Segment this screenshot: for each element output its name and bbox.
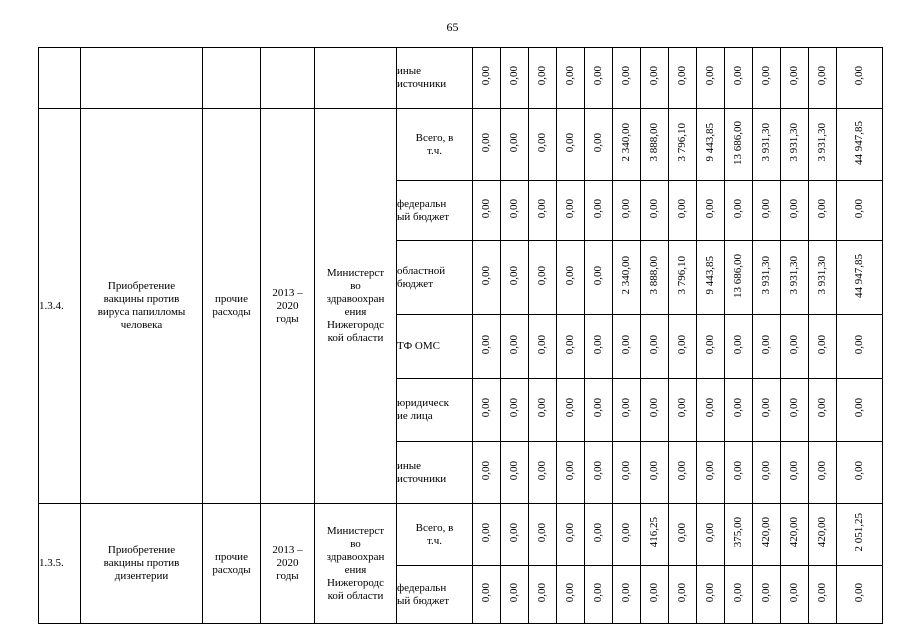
value-cell bbox=[669, 442, 697, 504]
page-number: 65 bbox=[446, 20, 459, 34]
value-text: 0,00 bbox=[592, 265, 604, 286]
value-text: 0,00 bbox=[508, 398, 520, 418]
value-text: 0,00 bbox=[508, 66, 520, 86]
value-text: 0,00 bbox=[480, 522, 492, 543]
value-cell bbox=[613, 109, 641, 181]
value-cell bbox=[809, 241, 837, 315]
value-cell bbox=[753, 109, 781, 181]
value-cell bbox=[697, 442, 725, 504]
value-cell bbox=[753, 442, 781, 504]
executor: Министерст во здравоохран ения Нижегородс кой области bbox=[315, 504, 397, 624]
empty-cell bbox=[203, 48, 261, 109]
period: 2013 – 2020 годы bbox=[261, 504, 315, 624]
value-text: 0,00 bbox=[760, 198, 772, 219]
value-cell bbox=[753, 241, 781, 315]
value-text: 0,00 bbox=[564, 522, 576, 543]
value-text: 0,00 bbox=[592, 460, 604, 481]
value-cell bbox=[669, 241, 697, 315]
value-text: 3 931,30 bbox=[788, 256, 800, 295]
value-cell bbox=[781, 48, 809, 109]
value-cell bbox=[809, 48, 837, 109]
value-text: 0,00 bbox=[480, 198, 492, 219]
value-cell bbox=[613, 504, 641, 566]
value-cell bbox=[473, 379, 501, 442]
value-text: 9 443,85 bbox=[704, 123, 716, 162]
value-text: 0,00 bbox=[536, 582, 548, 603]
value-cell bbox=[753, 566, 781, 624]
value-text: 0,00 bbox=[480, 66, 492, 86]
value-cell bbox=[501, 379, 529, 442]
value-text: 0,00 bbox=[508, 334, 520, 355]
value-text: 0,00 bbox=[508, 460, 520, 481]
value-cell bbox=[501, 181, 529, 241]
value-cell bbox=[809, 181, 837, 241]
value-cell bbox=[753, 181, 781, 241]
value-text: 0,00 bbox=[853, 398, 865, 418]
value-cell bbox=[585, 109, 613, 181]
value-text: 0,00 bbox=[564, 334, 576, 355]
value-text: 0,00 bbox=[536, 522, 548, 543]
empty-cell bbox=[39, 48, 81, 109]
funding-source-cell: юридическ ие лица bbox=[397, 379, 473, 442]
value-cell bbox=[641, 504, 669, 566]
value-text: 3 931,30 bbox=[816, 123, 828, 162]
value-text: 0,00 bbox=[788, 460, 800, 481]
table-row bbox=[39, 48, 883, 109]
value-text: 0,00 bbox=[676, 522, 688, 543]
value-cell bbox=[641, 241, 669, 315]
value-text: 0,00 bbox=[704, 582, 716, 603]
value-text: 0,00 bbox=[732, 398, 744, 418]
value-cell bbox=[557, 442, 585, 504]
value-text: 0,00 bbox=[564, 198, 576, 219]
value-text: 420,00 bbox=[760, 517, 772, 548]
value-cell bbox=[725, 315, 753, 379]
funding-source-cell: федеральн ый бюджет bbox=[397, 566, 473, 624]
item-number: 1.3.5. bbox=[39, 504, 81, 624]
value-text: 0,00 bbox=[480, 582, 492, 603]
expense-type: прочие расходы bbox=[203, 109, 261, 504]
value-text: 0,00 bbox=[480, 460, 492, 481]
value-cell bbox=[529, 504, 557, 566]
value-cell bbox=[613, 48, 641, 109]
value-text: 0,00 bbox=[676, 66, 688, 86]
value-text: 44 947,85 bbox=[853, 120, 865, 165]
value-text: 0,00 bbox=[564, 582, 576, 603]
value-cell bbox=[809, 109, 837, 181]
value-text: 44 947,85 bbox=[853, 253, 865, 298]
table-row bbox=[39, 504, 883, 566]
item-name: Приобретение вакцины против вируса папилломы человека bbox=[81, 109, 203, 504]
value-cell bbox=[641, 315, 669, 379]
value-text: 0,00 bbox=[536, 132, 548, 153]
value-text: 0,00 bbox=[760, 582, 772, 603]
value-text: 0,00 bbox=[676, 334, 688, 355]
value-text: 0,00 bbox=[592, 66, 604, 86]
value-text: 0,00 bbox=[620, 460, 632, 481]
value-cell bbox=[725, 109, 753, 181]
value-text: 0,00 bbox=[788, 582, 800, 603]
value-cell bbox=[613, 379, 641, 442]
value-text: 0,00 bbox=[732, 66, 744, 86]
value-cell bbox=[501, 48, 529, 109]
value-cell bbox=[697, 181, 725, 241]
value-text: 13 686,00 bbox=[732, 253, 744, 298]
value-cell bbox=[725, 566, 753, 624]
value-cell bbox=[613, 241, 641, 315]
empty-cell bbox=[81, 48, 203, 109]
value-text: 0,00 bbox=[480, 334, 492, 355]
value-text: 0,00 bbox=[508, 522, 520, 543]
funding-source-cell: областной бюджет bbox=[397, 241, 473, 315]
value-text: 0,00 bbox=[788, 66, 800, 86]
value-text: 0,00 bbox=[648, 334, 660, 355]
value-cell bbox=[669, 48, 697, 109]
value-text: 3 796,10 bbox=[676, 123, 688, 162]
value-text: 0,00 bbox=[536, 460, 548, 481]
value-text: 0,00 bbox=[853, 198, 865, 219]
value-text: 3 931,30 bbox=[816, 256, 828, 295]
value-cell bbox=[613, 315, 641, 379]
value-text: 0,00 bbox=[508, 198, 520, 219]
value-text: 0,00 bbox=[564, 66, 576, 86]
value-text: 0,00 bbox=[704, 66, 716, 86]
value-cell bbox=[809, 566, 837, 624]
value-text: 0,00 bbox=[648, 66, 660, 86]
value-cell bbox=[781, 504, 809, 566]
value-text: 0,00 bbox=[508, 132, 520, 153]
value-cell bbox=[753, 379, 781, 442]
value-cell bbox=[781, 241, 809, 315]
value-cell bbox=[501, 109, 529, 181]
item-number: 1.3.4. bbox=[39, 109, 81, 504]
value-cell bbox=[837, 566, 883, 624]
value-cell bbox=[809, 504, 837, 566]
value-cell bbox=[837, 48, 883, 109]
value-text: 0,00 bbox=[704, 398, 716, 418]
value-cell bbox=[697, 241, 725, 315]
value-text: 9 443,85 bbox=[704, 256, 716, 295]
value-text: 0,00 bbox=[620, 522, 632, 543]
value-cell bbox=[529, 181, 557, 241]
value-cell bbox=[557, 315, 585, 379]
value-text: 0,00 bbox=[816, 398, 828, 418]
value-text: 0,00 bbox=[536, 398, 548, 418]
funding-source-cell: Всего, в т.ч. bbox=[397, 504, 473, 566]
value-text: 0,00 bbox=[564, 132, 576, 153]
value-cell bbox=[753, 504, 781, 566]
table-row bbox=[39, 109, 883, 181]
value-text: 0,00 bbox=[732, 582, 744, 603]
value-cell bbox=[529, 379, 557, 442]
value-cell bbox=[613, 442, 641, 504]
value-cell bbox=[725, 504, 753, 566]
value-cell bbox=[613, 566, 641, 624]
empty-cell bbox=[315, 48, 397, 109]
value-cell bbox=[585, 315, 613, 379]
value-cell bbox=[557, 504, 585, 566]
value-cell bbox=[781, 181, 809, 241]
funding-source-cell: ТФ ОМС bbox=[397, 315, 473, 379]
value-cell bbox=[837, 379, 883, 442]
value-text: 0,00 bbox=[620, 582, 632, 603]
value-cell bbox=[473, 315, 501, 379]
value-text: 0,00 bbox=[676, 582, 688, 603]
value-cell bbox=[585, 566, 613, 624]
value-cell bbox=[837, 241, 883, 315]
value-text: 0,00 bbox=[853, 334, 865, 355]
value-cell bbox=[697, 315, 725, 379]
value-cell bbox=[473, 504, 501, 566]
funding-source-cell: иные источники bbox=[397, 442, 473, 504]
value-text: 0,00 bbox=[760, 334, 772, 355]
funding-source-cell: иные источники bbox=[397, 48, 473, 109]
value-text: 0,00 bbox=[536, 334, 548, 355]
executor: Министерст во здравоохран ения Нижегородс кой области bbox=[315, 109, 397, 504]
value-cell bbox=[753, 48, 781, 109]
value-text: 0,00 bbox=[853, 582, 865, 603]
value-cell bbox=[557, 48, 585, 109]
value-cell bbox=[557, 109, 585, 181]
value-text: 0,00 bbox=[816, 198, 828, 219]
value-text: 0,00 bbox=[536, 66, 548, 86]
value-text: 0,00 bbox=[676, 398, 688, 418]
value-cell bbox=[529, 48, 557, 109]
value-text: 420,00 bbox=[788, 517, 800, 548]
value-text: 0,00 bbox=[732, 460, 744, 481]
value-cell bbox=[697, 379, 725, 442]
value-text: 0,00 bbox=[704, 334, 716, 355]
value-cell bbox=[781, 379, 809, 442]
value-cell bbox=[501, 241, 529, 315]
value-text: 0,00 bbox=[536, 198, 548, 219]
funding-source-cell: Всего, в т.ч. bbox=[397, 109, 473, 181]
value-cell bbox=[585, 379, 613, 442]
value-text: 0,00 bbox=[648, 460, 660, 481]
value-text: 0,00 bbox=[760, 66, 772, 86]
value-cell bbox=[837, 181, 883, 241]
value-text: 3 888,00 bbox=[648, 123, 660, 162]
value-cell bbox=[641, 566, 669, 624]
value-cell bbox=[697, 504, 725, 566]
value-cell bbox=[837, 315, 883, 379]
value-text: 0,00 bbox=[620, 334, 632, 355]
value-text: 0,00 bbox=[592, 132, 604, 153]
value-cell bbox=[473, 109, 501, 181]
value-text: 0,00 bbox=[788, 334, 800, 355]
value-text: 0,00 bbox=[480, 132, 492, 153]
value-text: 375,00 bbox=[732, 517, 744, 548]
value-text: 0,00 bbox=[480, 398, 492, 418]
period: 2013 – 2020 годы bbox=[261, 109, 315, 504]
value-text: 2 051,25 bbox=[853, 513, 865, 552]
value-cell bbox=[473, 48, 501, 109]
value-cell bbox=[725, 442, 753, 504]
expense-type: прочие расходы bbox=[203, 504, 261, 624]
value-cell bbox=[529, 442, 557, 504]
value-text: 0,00 bbox=[676, 460, 688, 481]
value-cell bbox=[697, 109, 725, 181]
value-text: 0,00 bbox=[508, 582, 520, 603]
value-cell bbox=[837, 442, 883, 504]
value-text: 0,00 bbox=[536, 265, 548, 286]
value-text: 0,00 bbox=[592, 198, 604, 219]
value-cell bbox=[501, 566, 529, 624]
value-cell bbox=[669, 315, 697, 379]
value-text: 3 931,30 bbox=[760, 123, 772, 162]
budget-table bbox=[38, 47, 883, 624]
value-text: 0,00 bbox=[592, 334, 604, 355]
value-cell bbox=[725, 181, 753, 241]
value-cell bbox=[529, 109, 557, 181]
value-cell bbox=[725, 379, 753, 442]
value-cell bbox=[837, 109, 883, 181]
value-text: 3 796,10 bbox=[676, 256, 688, 295]
value-text: 0,00 bbox=[816, 66, 828, 86]
value-text: 0,00 bbox=[732, 334, 744, 355]
value-text: 0,00 bbox=[564, 265, 576, 286]
value-text: 13 686,00 bbox=[732, 120, 744, 165]
value-text: 0,00 bbox=[508, 265, 520, 286]
value-cell bbox=[641, 379, 669, 442]
value-text: 0,00 bbox=[704, 198, 716, 219]
value-cell bbox=[809, 379, 837, 442]
value-cell bbox=[669, 379, 697, 442]
value-cell bbox=[557, 379, 585, 442]
value-cell bbox=[697, 48, 725, 109]
value-cell bbox=[641, 109, 669, 181]
value-text: 0,00 bbox=[592, 522, 604, 543]
value-cell bbox=[529, 566, 557, 624]
value-text: 420,00 bbox=[816, 517, 828, 548]
value-cell bbox=[529, 315, 557, 379]
value-text: 0,00 bbox=[564, 398, 576, 418]
value-text: 2 340,00 bbox=[620, 123, 632, 162]
empty-cell bbox=[261, 48, 315, 109]
value-text: 0,00 bbox=[564, 460, 576, 481]
value-cell bbox=[473, 442, 501, 504]
value-text: 0,00 bbox=[592, 582, 604, 603]
value-cell bbox=[809, 315, 837, 379]
value-cell bbox=[781, 109, 809, 181]
value-cell bbox=[837, 504, 883, 566]
value-text: 0,00 bbox=[788, 398, 800, 418]
value-cell bbox=[641, 181, 669, 241]
value-cell bbox=[669, 504, 697, 566]
value-cell bbox=[641, 48, 669, 109]
value-cell bbox=[781, 315, 809, 379]
value-text: 2 340,00 bbox=[620, 256, 632, 295]
value-cell bbox=[641, 442, 669, 504]
value-text: 0,00 bbox=[816, 582, 828, 603]
value-cell bbox=[669, 566, 697, 624]
value-cell bbox=[557, 241, 585, 315]
value-cell bbox=[725, 241, 753, 315]
value-text: 0,00 bbox=[816, 460, 828, 481]
value-text: 3 931,30 bbox=[788, 123, 800, 162]
item-name: Приобретение вакцины против дизентерии bbox=[81, 504, 203, 624]
value-text: 0,00 bbox=[760, 398, 772, 418]
value-text: 0,00 bbox=[853, 460, 865, 481]
value-cell bbox=[669, 181, 697, 241]
value-cell bbox=[697, 566, 725, 624]
value-text: 0,00 bbox=[480, 265, 492, 286]
value-cell bbox=[585, 181, 613, 241]
value-cell bbox=[585, 504, 613, 566]
value-text: 0,00 bbox=[676, 198, 688, 219]
value-text: 0,00 bbox=[760, 460, 772, 481]
value-text: 0,00 bbox=[592, 398, 604, 418]
value-text: 0,00 bbox=[648, 198, 660, 219]
value-text: 0,00 bbox=[853, 66, 865, 86]
value-text: 0,00 bbox=[620, 398, 632, 418]
value-cell bbox=[613, 181, 641, 241]
value-text: 0,00 bbox=[620, 198, 632, 219]
value-cell bbox=[809, 442, 837, 504]
value-cell bbox=[585, 241, 613, 315]
value-cell bbox=[585, 442, 613, 504]
value-cell bbox=[473, 241, 501, 315]
value-text: 0,00 bbox=[788, 198, 800, 219]
value-text: 0,00 bbox=[732, 198, 744, 219]
value-text: 0,00 bbox=[648, 398, 660, 418]
value-cell bbox=[473, 181, 501, 241]
value-cell bbox=[669, 109, 697, 181]
value-text: 416,25 bbox=[648, 517, 660, 548]
value-text: 3 931,30 bbox=[760, 256, 772, 295]
value-cell bbox=[501, 315, 529, 379]
value-text: 0,00 bbox=[620, 66, 632, 86]
value-cell bbox=[781, 566, 809, 624]
value-cell bbox=[473, 566, 501, 624]
value-cell bbox=[557, 181, 585, 241]
value-cell bbox=[501, 504, 529, 566]
value-cell bbox=[585, 48, 613, 109]
value-cell bbox=[725, 48, 753, 109]
value-text: 0,00 bbox=[704, 522, 716, 543]
value-text: 0,00 bbox=[816, 334, 828, 355]
value-cell bbox=[557, 566, 585, 624]
value-cell bbox=[781, 442, 809, 504]
value-cell bbox=[529, 241, 557, 315]
value-cell bbox=[501, 442, 529, 504]
value-text: 0,00 bbox=[648, 582, 660, 603]
funding-source-cell: федеральн ый бюджет bbox=[397, 181, 473, 241]
value-cell bbox=[753, 315, 781, 379]
value-text: 3 888,00 bbox=[648, 256, 660, 295]
value-text: 0,00 bbox=[704, 460, 716, 481]
